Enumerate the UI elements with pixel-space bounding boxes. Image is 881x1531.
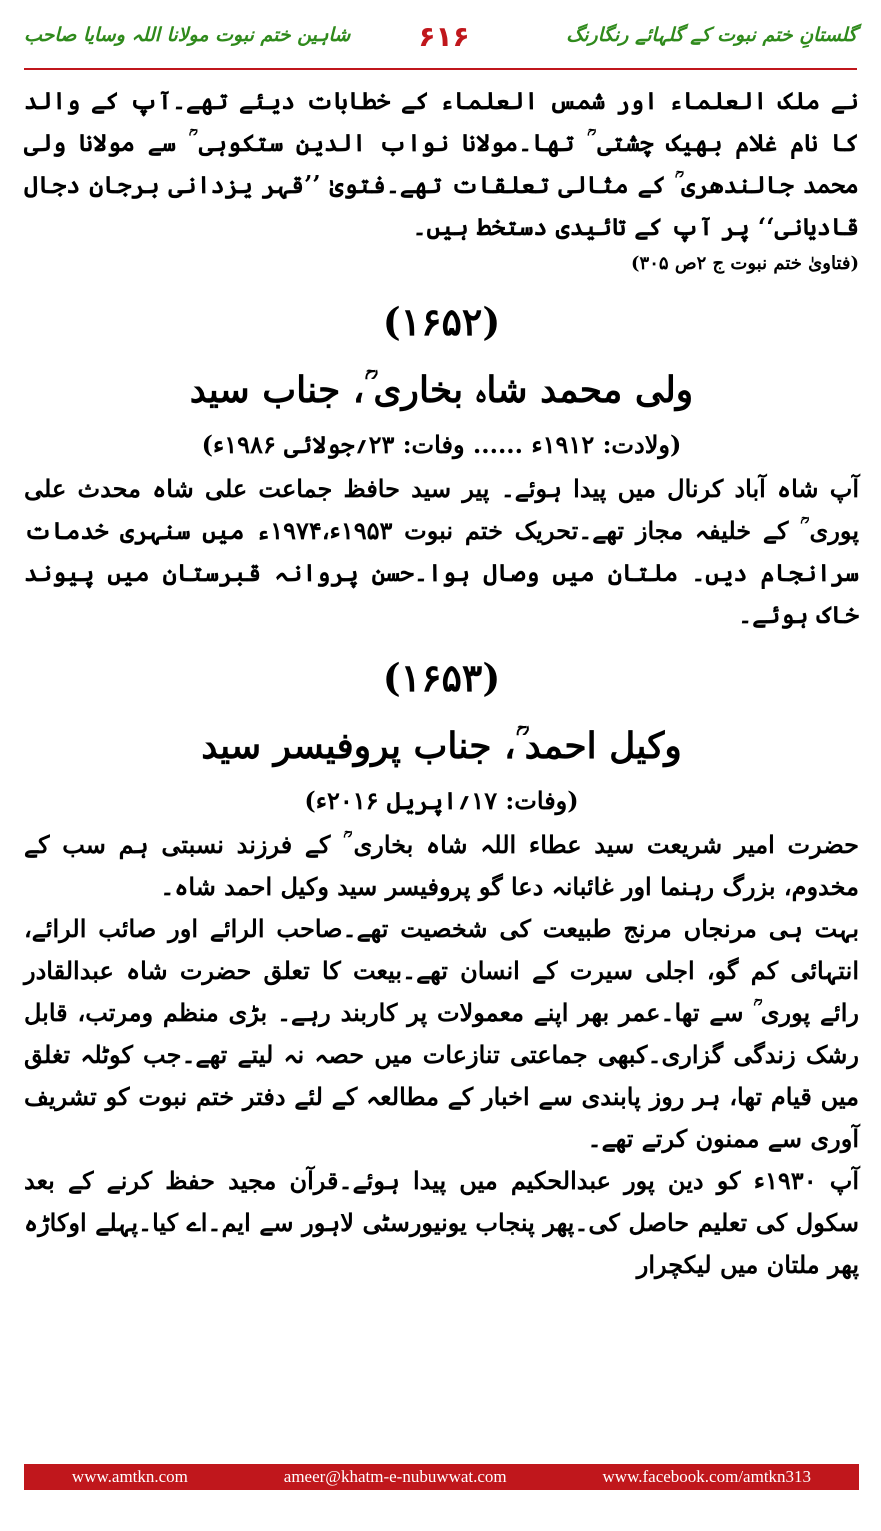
entry-title: وکیل احمد ؒ، جناب پروفیسر سید bbox=[201, 725, 682, 767]
entry-dates: (ولادت: ۱۹۱۲ء ...... وفات: ۲۳؍جولائی ۱۹۸۶ء) bbox=[201, 430, 682, 459]
header-divider bbox=[24, 68, 857, 70]
entry-paragraph: آپ شاہ آباد کرنال میں پیدا ہوئے۔ پیر سید حافظ جماعت علی شاہ محدث علی پوری ؒ کے خلیفہ مجاز تھے۔تحریک ختم نبوت ۱۹۵۳ء،۱۹۷۴ء میں سنہری خدمات سرانجام دیں۔ ملتان میں وصال ہوا۔حسن پروانہ قبرستان میں پیوند خاک ہوئے۔ bbox=[24, 474, 860, 629]
entry-paragraph: حضرت امیر شریعت سید عطاء اللہ شاہ بخاری ؒ کے فرزند نسبتی ہم سب کے مخدوم، بزرگ رہنما اور غائبانہ دعا گو پروفیسر سید وکیل احمد شاہ۔ bbox=[24, 830, 859, 901]
entry-paragraph: آپ ۱۹۳۰ء کو دین پور عبدالحکیم میں پیدا ہوئے۔قرآن مجید حفظ کرنے کے بعد سکول کی تعلیم حاصل کی۔پھر پنجاب یونیورسٹی لاہور سے ایم۔اے کیا۔پہلے اوکاڑہ پھر ملتان میں لیکچرار bbox=[24, 1166, 860, 1279]
entry-1653 bbox=[24, 648, 859, 1286]
page-body bbox=[24, 80, 859, 1286]
intro-paragraph: نے ملک العلماء اور شمس العلماء کے خطابات دیئے تھے۔آپ کے والد کا نام غلام بھیک چشتی ؒ تھا۔مولانا نواب الدین ستکوہی ؒ سے مولانا ولی محمد جالندھری ؒ کے مثالی تعلقات تھے۔فتویٰ ’’قہر یزدانی برجان دجال قادیانی‘‘ پر آپ کے تائیدی دستخط ہیں۔ bbox=[24, 86, 859, 241]
entry-number: (۱۶۵۲) bbox=[382, 299, 501, 344]
footer-email-link[interactable]: ameer@khatm-e-nubuwwat.com bbox=[283, 1467, 507, 1486]
entry-title: ولی محمد شاہ بخاری ؒ، جناب سید bbox=[189, 369, 694, 411]
header-book-title: گلستانِ ختم نبوت کے گلہائے رنگارنگ bbox=[566, 24, 857, 46]
entry-1652 bbox=[24, 292, 859, 636]
entry-paragraph: بہت ہی مرنجاں مرنج طبیعت کی شخصیت تھے۔صاحب الرائے اور صائب الرائے، انتہائی کم گو، اجلی سیرت کے انسان تھے۔بیعت کا تعلق حضرت شاہ عبدالقادر رائے پوری ؒ سے تھا۔عمر بھر اپنے معمولات پر کاربند رہے۔ بڑی منظم ومرتب، قابل رشک زندگی گزاری۔کبھی جماعتی تنازعات میں حصہ نہ لیتے تھے۔جب کوٹلہ تغلق میں قیام تھا، ہر روز پابندی سے اخبار کے مطالعہ کے لئے دفتر ختم نبوت کو تشریف آوری سے ممنون کرتے تھے۔ bbox=[24, 914, 859, 1153]
footer-website-link[interactable]: www.amtkn.com bbox=[71, 1467, 188, 1486]
page-header bbox=[24, 20, 857, 60]
page-number: ۶۱۶ bbox=[418, 20, 470, 53]
intro-reference: (فتاویٰ ختم نبوت ج ۲ص ۳۰۵) bbox=[631, 253, 859, 274]
footer-facebook-link[interactable]: www.facebook.com/amtkn313 bbox=[602, 1467, 812, 1486]
header-author: شاہین ختم نبوت مولانا اللہ وسایا صاحب bbox=[24, 24, 351, 46]
entry-dates: (وفات: ۱۷؍اپریل ۲۰۱۶ء) bbox=[304, 786, 579, 815]
entry-number: (۱۶۵۳) bbox=[382, 655, 501, 700]
footer-bar bbox=[24, 1464, 859, 1490]
